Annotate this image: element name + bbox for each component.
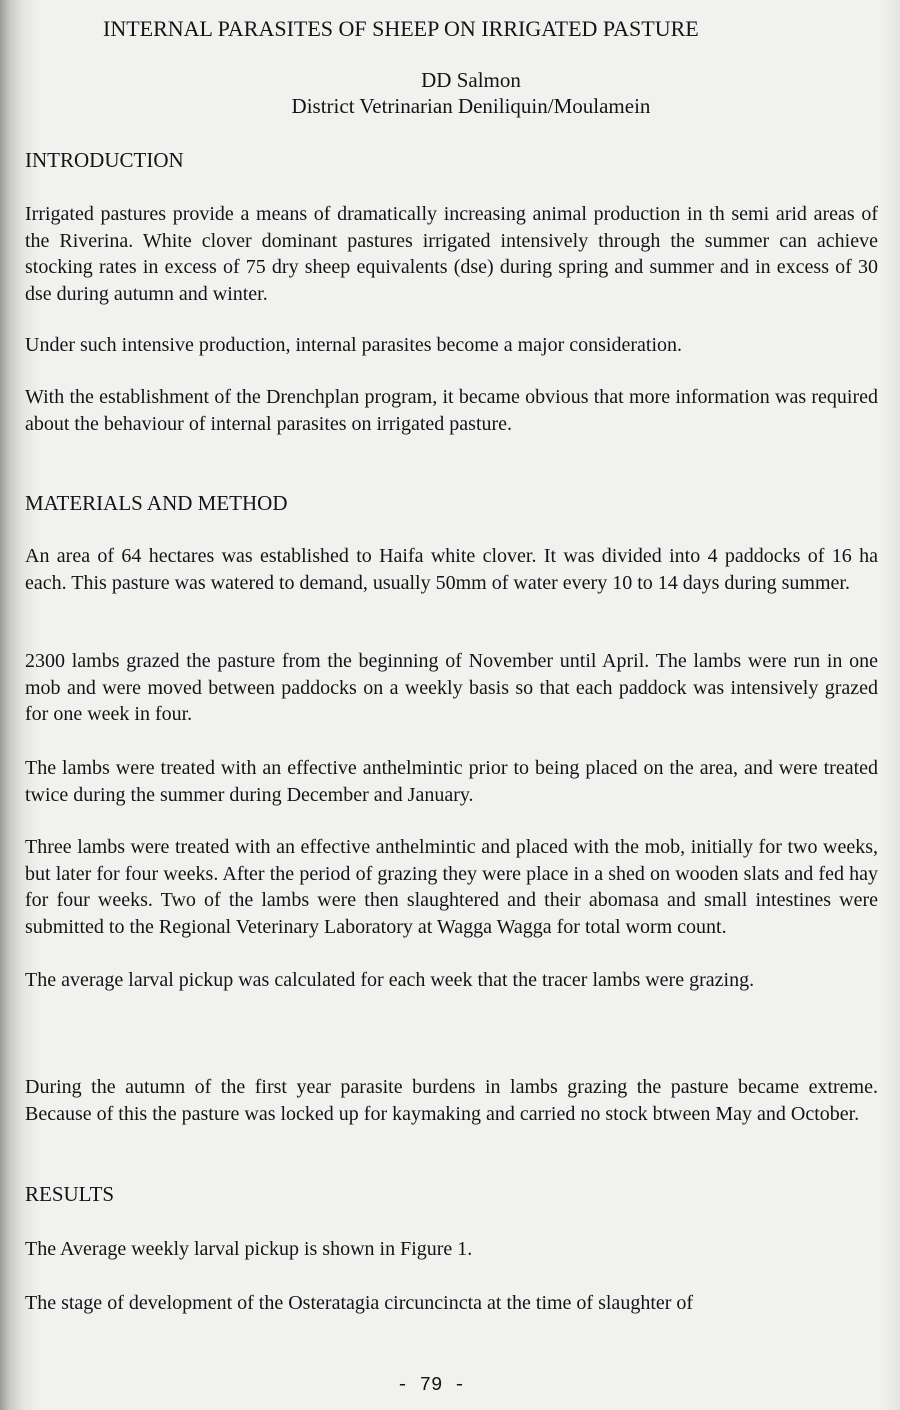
author-affiliation: District Vetrinarian Deniliquin/Moulamein — [291, 94, 651, 118]
paragraph: During the autumn of the first year parasite burdens in lambs grazing the pasture became extreme. Because of this the pasture was locked up for kaymaking and carried no stock btween May and October. — [25, 1076, 878, 1125]
paragraph: The Average weekly larval pickup is shown in Figure 1. — [25, 1238, 473, 1260]
document-title: INTERNAL PARASITES OF SHEEP ON IRRIGATED PASTURE — [103, 16, 699, 41]
author-name: DD Salmon — [421, 68, 521, 92]
section-heading-introduction: INTRODUCTION — [25, 148, 184, 172]
page-number: - 79 - — [396, 1374, 466, 1396]
paragraph: The average larval pickup was calculated for each week that the tracer lambs were grazing. — [25, 969, 755, 991]
paragraph: The lambs were treated with an effective anthelmintic prior to being placed on the area, and were treated twice during the summer during December and January. — [25, 757, 878, 806]
paragraph: With the establishment of the Drenchplan program, it became obvious that more information was required about the behaviour of internal parasites on irrigated pasture. — [25, 386, 878, 435]
section-heading-materials-and-method: MATERIALS AND METHOD — [25, 491, 288, 515]
section-heading-results: RESULTS — [25, 1182, 115, 1206]
paragraph: Under such intensive production, internal parasites become a major consideration. — [25, 334, 683, 356]
paragraph: 2300 lambs grazed the pasture from the beginning of November until April. The lambs were run in one mob and were moved between paddocks on a weekly basis so that each paddock was intensively grazed for one week in four. — [25, 650, 878, 725]
paragraph: Irrigated pastures provide a means of dramatically increasing animal production in th semi arid areas of the Riverina. White clover dominant pastures irrigated intensively through the summer can achieve stocking rates in excess of 75 dry sheep equivalents (dse) during spring and summer and in excess of 30 dse during autumn and winter. — [25, 203, 878, 305]
paragraph: The stage of development of the Osteratagia circuncincta at the time of slaughter of — [25, 1292, 694, 1314]
paragraph: An area of 64 hectares was established to Haifa white clover. It was divided into 4 paddocks of 16 ha each. This pasture was watered to demand, usually 50mm of water every 10 to 14 days during summer. — [25, 545, 878, 594]
paragraph: Three lambs were treated with an effective anthelmintic and placed with the mob, initially for two weeks, but later for four weeks. After the period of grazing they were place in a shed on wooden slats and fed hay for four weeks. Two of the lambs were then slaughtered and their abomasa and small intestines were submitted to the Regional Veterinary Laboratory at Wagga Wagga for total worm count. — [25, 836, 878, 938]
